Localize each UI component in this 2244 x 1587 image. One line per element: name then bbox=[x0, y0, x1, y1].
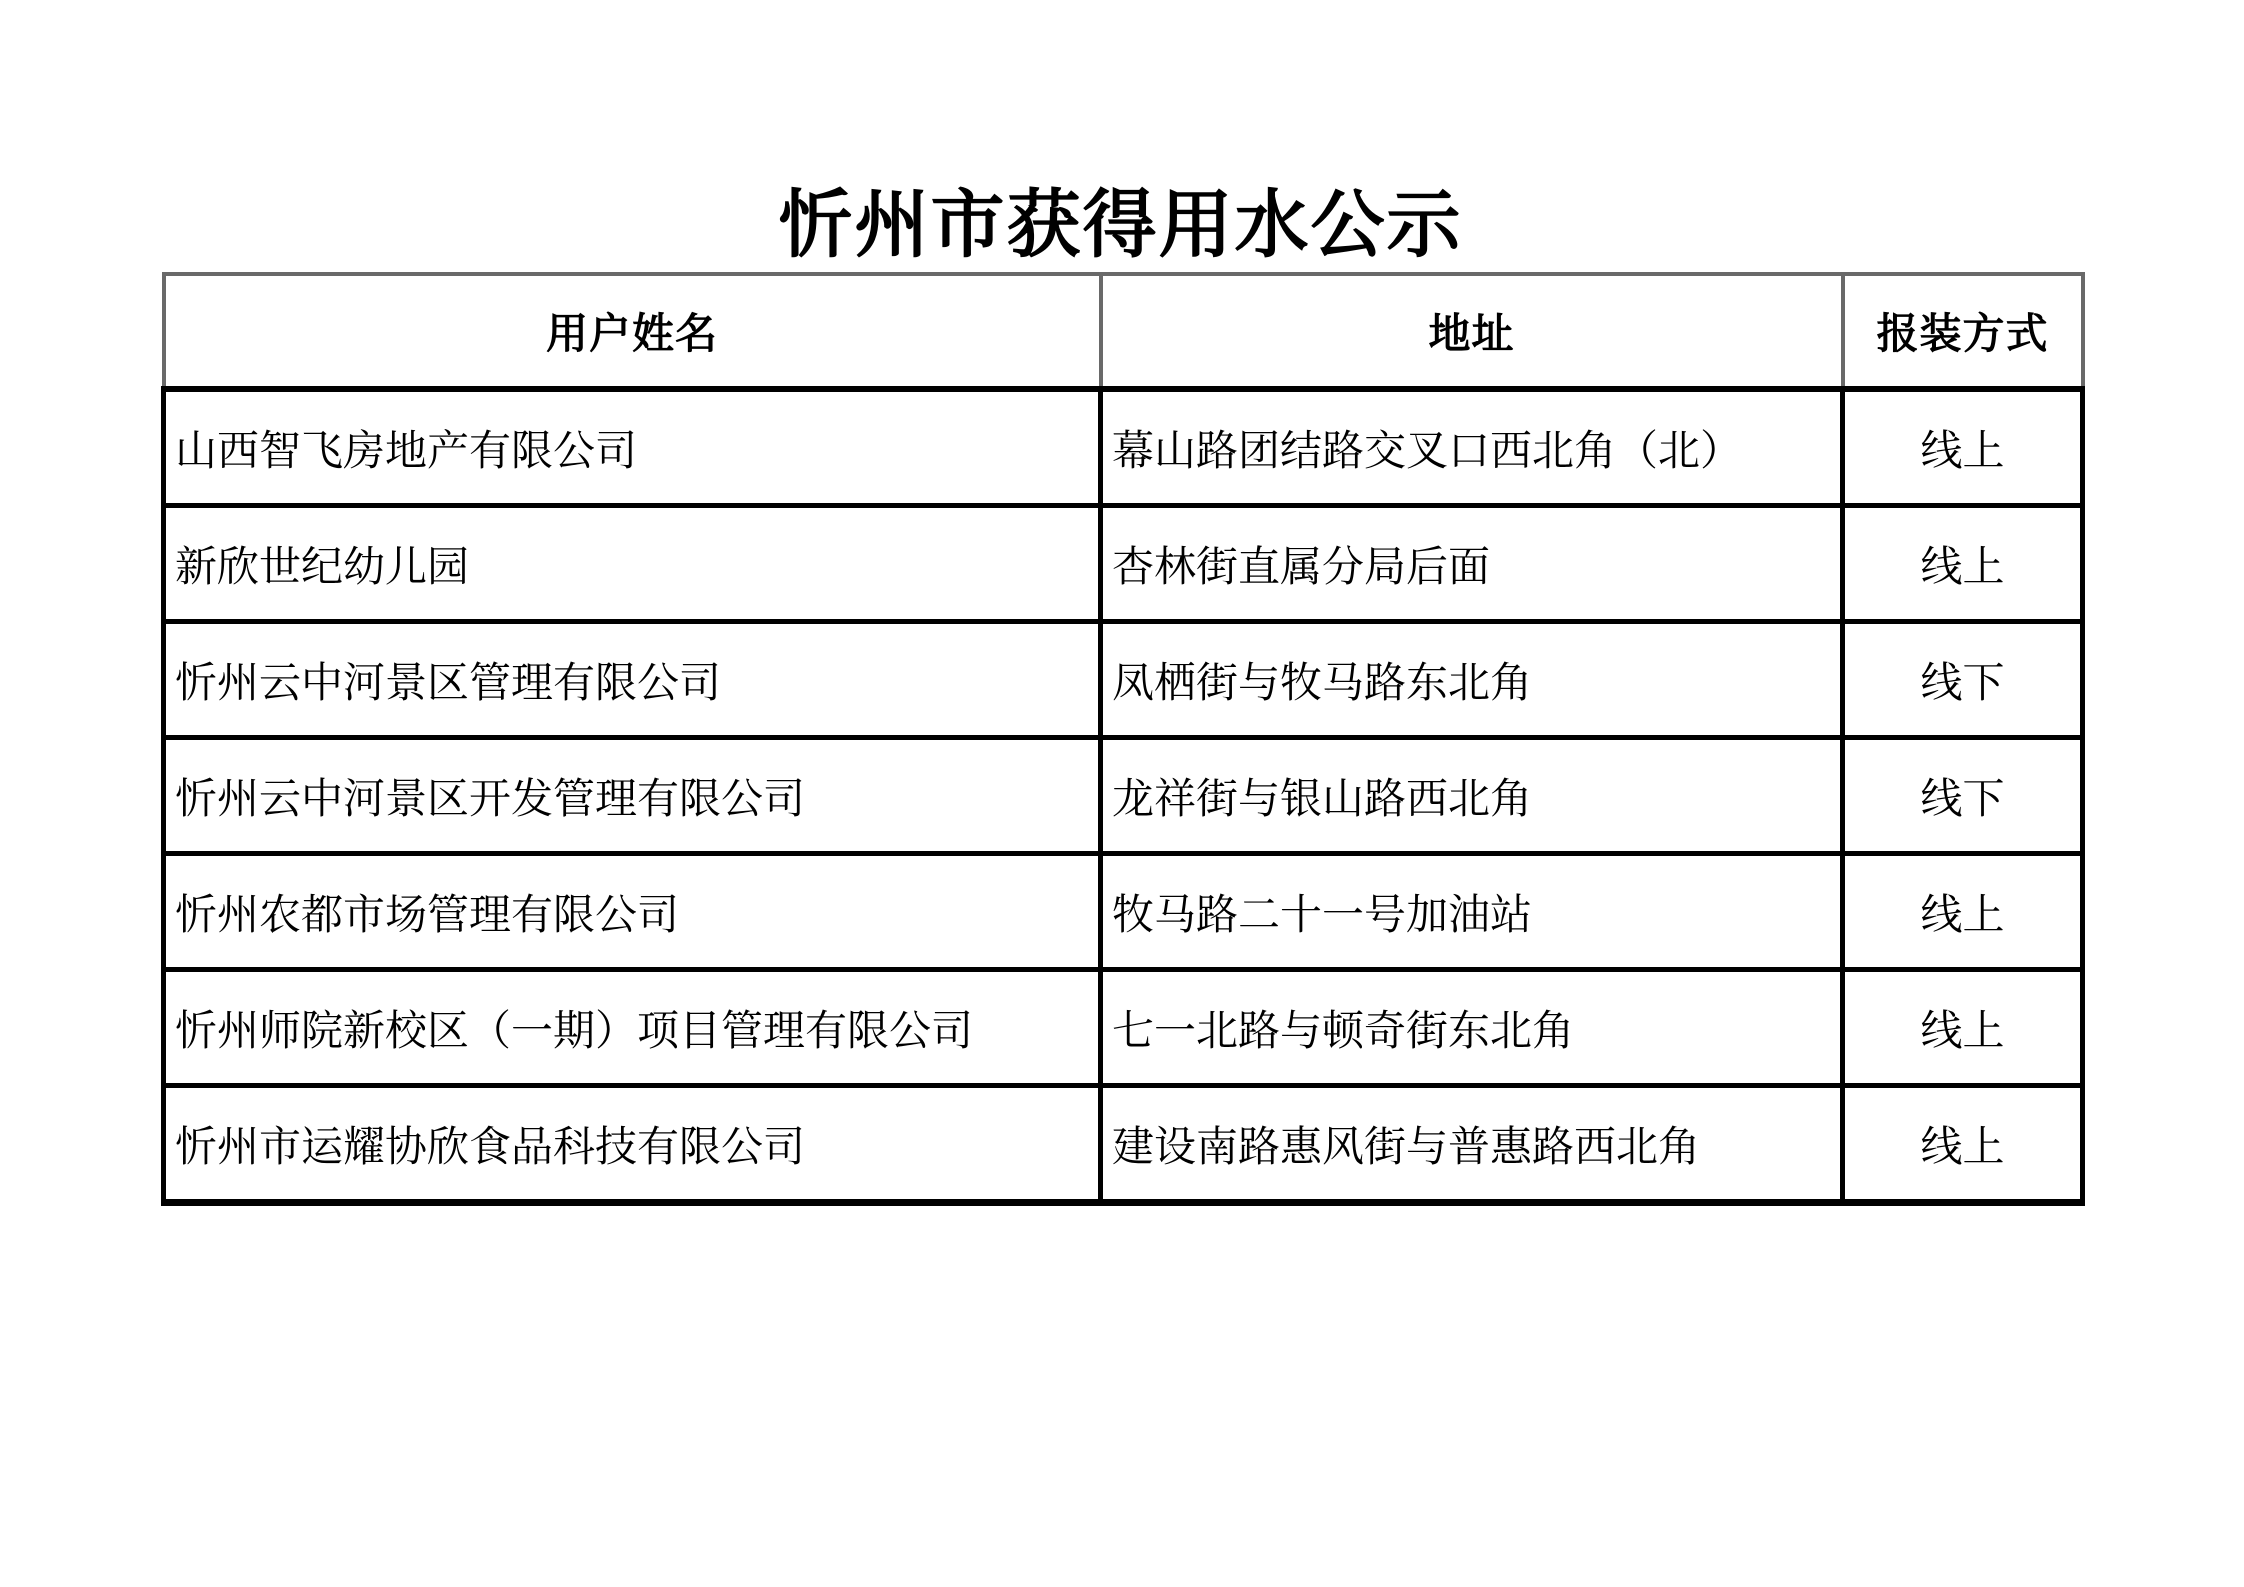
install-method-cell: 线上 bbox=[1843, 389, 2083, 506]
table-row bbox=[164, 389, 2083, 506]
table-row bbox=[164, 970, 2083, 1086]
install-method-cell: 线上 bbox=[1843, 1086, 2083, 1203]
address-cell: 七一北路与顿奇街东北角 bbox=[1101, 970, 1843, 1086]
table-row bbox=[164, 738, 2083, 854]
address-cell: 幕山路团结路交叉口西北角（北） bbox=[1101, 389, 1843, 506]
address-cell: 龙祥街与银山路西北角 bbox=[1101, 738, 1843, 854]
address-cell: 凤栖街与牧马路东北角 bbox=[1101, 622, 1843, 738]
header-install-method: 报装方式 bbox=[1843, 274, 2083, 389]
address-cell: 建设南路惠风街与普惠路西北角 bbox=[1101, 1086, 1843, 1203]
user-name-cell: 忻州云中河景区开发管理有限公司 bbox=[164, 738, 1101, 854]
table-row bbox=[164, 854, 2083, 970]
install-method-cell: 线上 bbox=[1843, 854, 2083, 970]
table-header-row bbox=[164, 274, 2083, 389]
address-cell: 杏林街直属分局后面 bbox=[1101, 506, 1843, 622]
user-name-cell: 新欣世纪幼儿园 bbox=[164, 506, 1101, 622]
header-address: 地址 bbox=[1101, 274, 1843, 389]
table-row bbox=[164, 622, 2083, 738]
user-name-cell: 忻州市运耀协欣食品科技有限公司 bbox=[164, 1086, 1101, 1203]
user-name-cell: 忻州农都市场管理有限公司 bbox=[164, 854, 1101, 970]
install-method-cell: 线上 bbox=[1843, 506, 2083, 622]
page-title: 忻州市获得用水公示 bbox=[778, 185, 1463, 267]
water-publicity-table bbox=[161, 272, 2085, 1206]
user-name-cell: 山西智飞房地产有限公司 bbox=[164, 389, 1101, 506]
header-user-name: 用户姓名 bbox=[164, 274, 1101, 389]
user-name-cell: 忻州师院新校区（一期）项目管理有限公司 bbox=[164, 970, 1101, 1086]
install-method-cell: 线下 bbox=[1843, 738, 2083, 854]
install-method-cell: 线上 bbox=[1843, 970, 2083, 1086]
address-cell: 牧马路二十一号加油站 bbox=[1101, 854, 1843, 970]
install-method-cell: 线下 bbox=[1843, 622, 2083, 738]
table-row bbox=[164, 506, 2083, 622]
table-row bbox=[164, 1086, 2083, 1203]
user-name-cell: 忻州云中河景区管理有限公司 bbox=[164, 622, 1101, 738]
